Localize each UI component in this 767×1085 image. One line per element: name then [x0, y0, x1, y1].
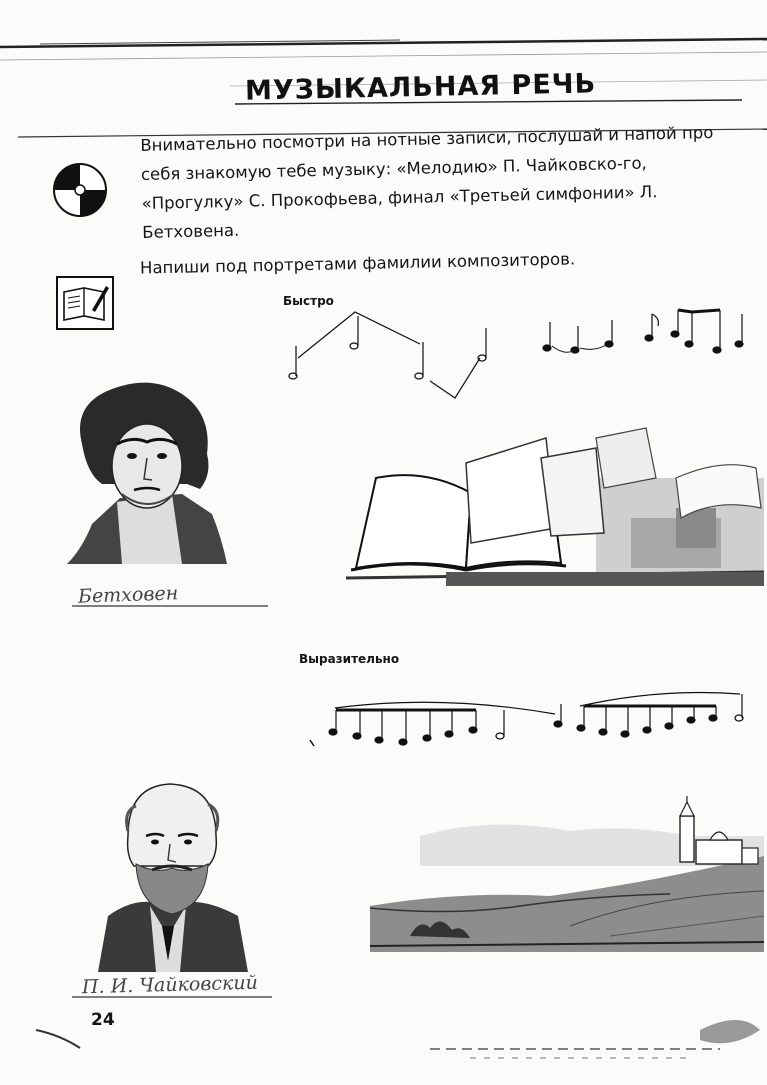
tempo-label-expressive: Выразительно	[299, 652, 400, 666]
tempo-label-fast: Быстро	[283, 294, 334, 308]
answer-beethoven: Бетховен	[77, 582, 179, 608]
page-title: МУЗЫКАЛЬНАЯ РЕЧЬ	[244, 68, 597, 107]
page-number: 24	[91, 1010, 115, 1030]
tchaikovsky-portrait	[88, 776, 256, 972]
task1-text: Внимательно посмотри на нотные записи, послушай и напой про себя знакомую тебе музыку: «Мелодию» П. Чайковско-го, «Прогулку» С. Прокофьева, финал «Третьей симфонии» Л. Бетховена.	[140, 122, 714, 242]
beethoven-portrait	[62, 374, 230, 574]
listen-disc-icon	[52, 162, 108, 218]
book-flying-pages-illustration	[346, 418, 764, 590]
task2-text: Напиши под портретами фамилии композиторов.	[139, 249, 576, 278]
music-score-fast	[280, 306, 760, 406]
write-notebook-icon	[56, 276, 114, 330]
landscape-church-illustration	[370, 796, 764, 952]
answer-tchaikovsky: П. И. Чайковский	[81, 971, 259, 999]
music-score-expressive	[300, 684, 760, 754]
